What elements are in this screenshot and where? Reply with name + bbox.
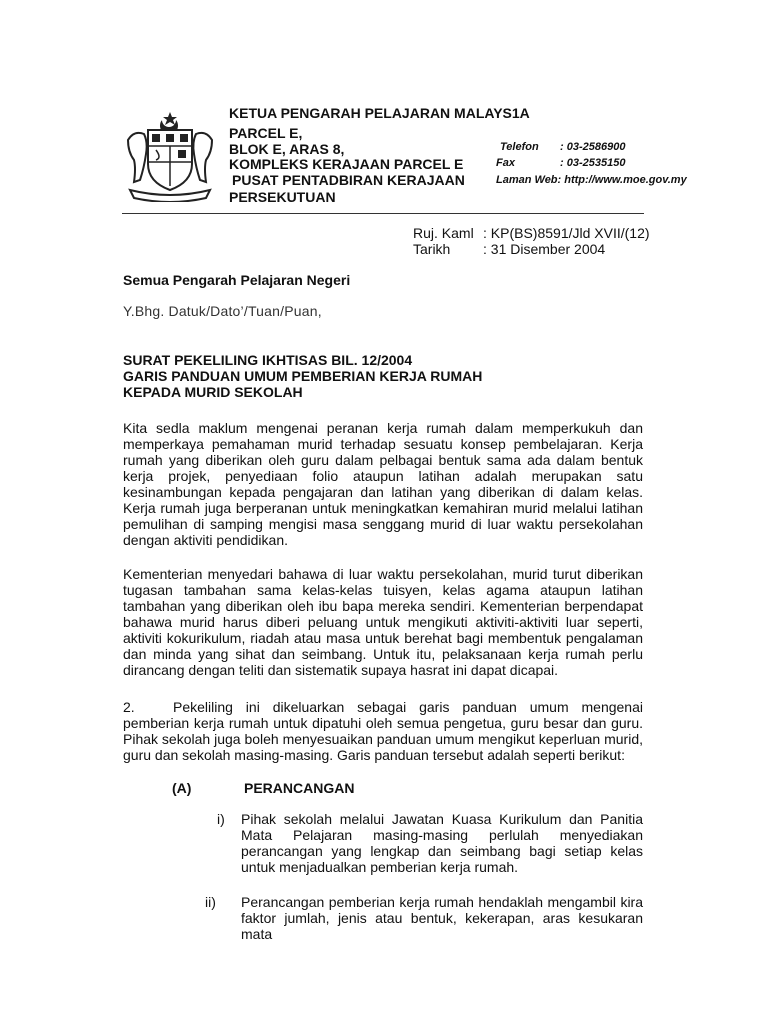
- list-item-2-number: ii): [205, 894, 216, 910]
- subject-line-1: SURAT PEKELILING IKHTISAS BIL. 12/2004: [123, 352, 413, 368]
- telefon-label: Telefon: [500, 141, 539, 153]
- list-item-2: [241, 894, 643, 942]
- numbered-paragraph-first-line-text: Pekeliling ini dikeluarkan sebagai garis panduan umum mengenai: [173, 699, 643, 715]
- list-item-1: [241, 811, 643, 875]
- address-line-5: PUSAT PENTADBIRAN KERAJAAN: [232, 172, 465, 188]
- subject-line-2: GARIS PANDUAN UMUM PEMBERIAN KERJA RUMAH: [123, 368, 483, 384]
- address-line-1: KETUA PENGARAH PELAJARAN MALAYS1A: [229, 105, 530, 121]
- section-title: PERANCANGAN: [244, 780, 355, 796]
- list-item-2-text: Perancangan pemberian kerja rumah hendaklah mengambil kira faktor jumlah, jenis atau bentuk, kekerapan, aras kesukaran mata: [241, 894, 643, 942]
- address-line-2: PARCEL E,: [229, 125, 303, 141]
- ruj-label: Ruj. Kaml: [413, 225, 474, 241]
- list-item-1-text: Pihak sekolah melalui Jawatan Kuasa Kurikulum dan Panitia Mata Pelajaran masing-masing perlulah menyediakan perancangan yang lengkap dan seimbang bagi setiap kelas untuk menjadualkan pemberian kerja rumah.: [241, 811, 643, 875]
- tarikh-label: Tarikh: [413, 241, 451, 257]
- address-line-3: BLOK E, ARAS 8,: [229, 141, 345, 157]
- address-line-6: PERSEKUTUAN: [229, 189, 336, 205]
- paragraph-2-text: Kementerian menyedari bahawa di luar waktu persekolahan, murid turut diberikan tugasan tambahan sama kelas-kelas tuisyen, kelas agama ataupun latihan tambahan yang diberikan oleh ibu bapa mereka sendiri. Kementerian berpendapat bahawa murid harus diberi peluang untuk mengikuti aktiviti-aktiviti luar seperti, aktiviti kokurikulum, riadah atau masa untuk berehat bagi membentuk pengalaman dan minda yang sihat dan seimbang. Untuk itu, pelaksanaan kerja rumah perlu dirancang dengan teliti dan sistematik supaya hasrat ini dapat dicapai.: [123, 566, 643, 678]
- section-label: (A): [172, 780, 192, 796]
- fax-value: : 03-2535150: [560, 157, 626, 169]
- telefon-value: : 03-2586900: [560, 141, 626, 153]
- numbered-paragraph-body-text: pemberian kerja rumah untuk dipatuhi oleh semua pengetua, guru besar dan guru. Pihak sekolah juga boleh menyesuaikan panduan umum mengikut keperluan murid, guru dan sekolah masing-masing. Garis panduan tersebut adalah seperti berikut:: [123, 715, 643, 763]
- numbered-paragraph-first-line: [173, 699, 643, 715]
- salutation: Y.Bhg. Datuk/Dato’/Tuan/Puan,: [123, 303, 322, 319]
- body-paragraph-1: [123, 420, 643, 548]
- subject-line-3: KEPADA MURID SEKOLAH: [123, 384, 303, 400]
- website-link: Laman Web: http://www.moe.gov.my: [496, 174, 687, 186]
- fax-label: Fax: [496, 157, 515, 169]
- tarikh-value: : 31 Disember 2004: [483, 241, 606, 257]
- body-paragraph-2: [123, 566, 643, 678]
- paragraph-1-text: Kita sedla maklum mengenai peranan kerja rumah dalam memperkukuh dan memperkaya pemahaman murid terhadap sesuatu konsep pembelajaran. Kerja rumah yang diberikan oleh guru dalam pelbagai bentuk sama ada dalam bentuk kerja projek, penyediaan folio ataupun latihan adalah merupakan satu kesinambungan kepada pengajaran dan latihan yang diberikan di dalam kelas. Kerja rumah juga berperanan untuk meningkatkan kemahiran murid melalui latihan pemulihan di samping mengisi masa senggang murid di luar waktu persekolahan dengan aktiviti pendidikan.: [123, 420, 643, 548]
- coat-of-arms-crest: [120, 110, 220, 202]
- recipient: Semua Pengarah Pelajaran Negeri: [123, 272, 351, 288]
- paragraph-number: 2.: [123, 699, 135, 715]
- ruj-value: : KP(BS)8591/Jld XVII/(12): [483, 225, 650, 241]
- address-line-4: KOMPLEKS KERAJAAN PARCEL E: [229, 156, 464, 172]
- header-divider: [122, 213, 644, 214]
- numbered-paragraph-body: [123, 715, 643, 763]
- list-item-1-number: i): [217, 811, 225, 827]
